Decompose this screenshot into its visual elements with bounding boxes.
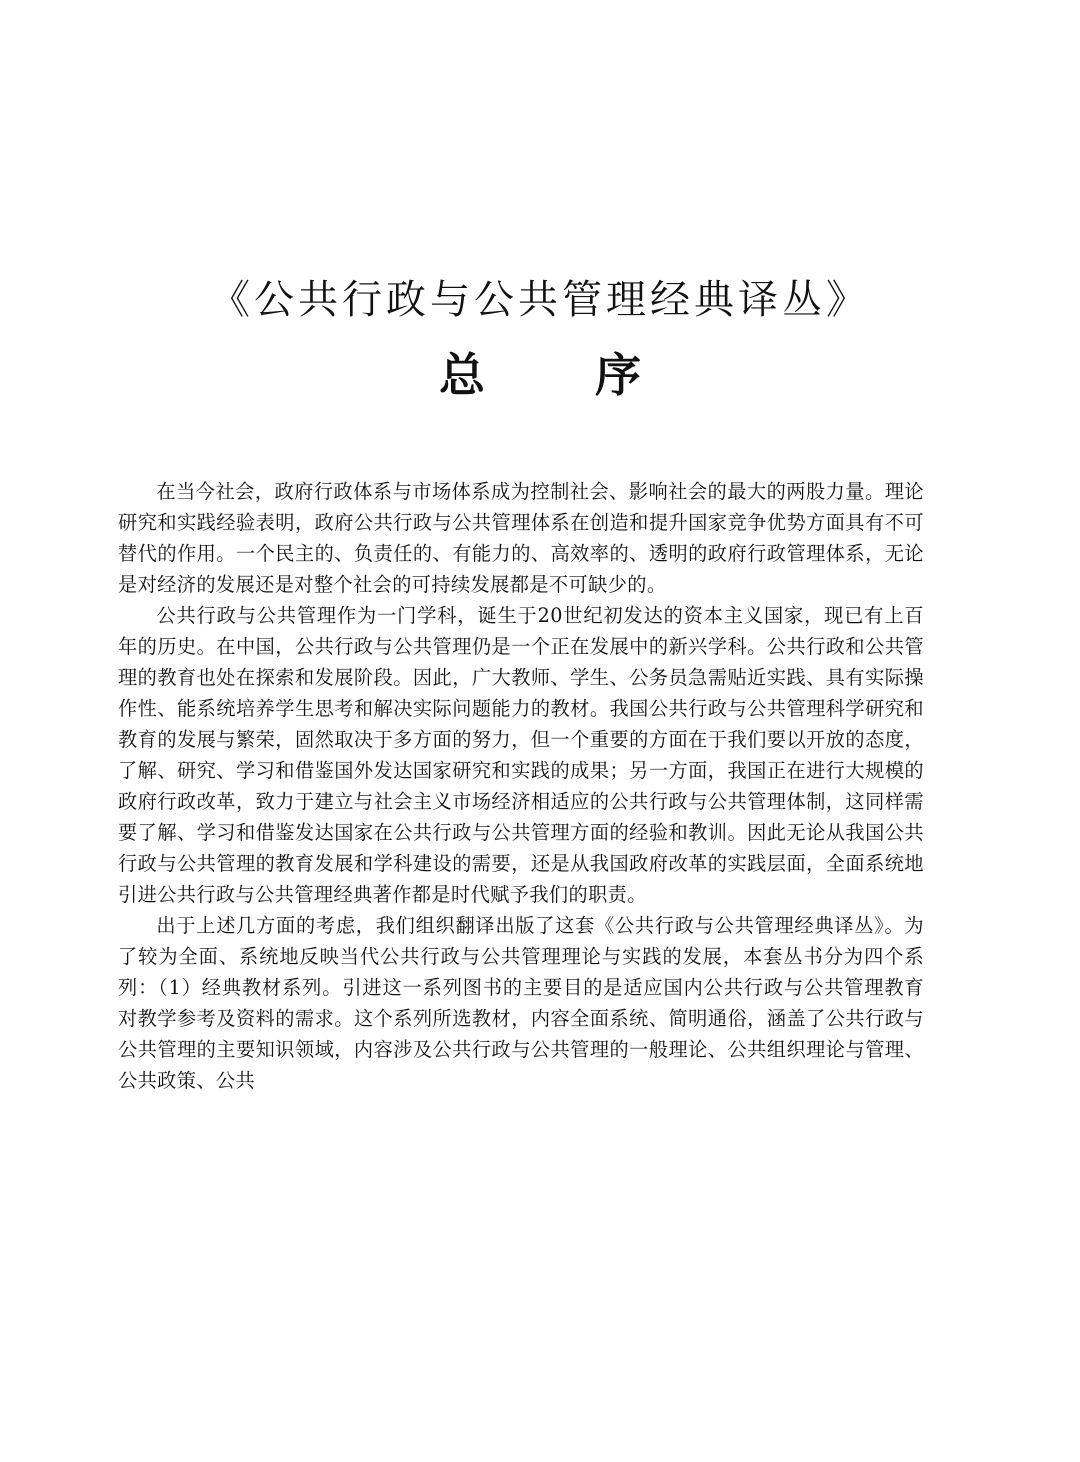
series-title: 《公共行政与公共管理经典译丛》 bbox=[210, 277, 870, 323]
preface-body bbox=[118, 476, 924, 1096]
paragraph-3: 出于上述几方面的考虑，我们组织翻译出版了这套《公共行政与公共管理经典译丛》。为了较为全面、系统地反映当代公共行政与公共管理理论与实践的发展，本套丛书分为四个系列：（1）经典教材系列。引进这一系列图书的主要目的是适应国内公共行政与公共管理教育对教学参考及资料的需求。这个系列所选教材，内容全面系统、简明通俗，涵盖了公共行政与公共管理的主要知识领域，内容涉及公共行政与公共管理的一般理论、公共组织理论与管理、公共政策、公共 bbox=[118, 914, 924, 1092]
preface-heading-char-2: 序 bbox=[595, 348, 641, 402]
preface-heading-char-1: 总 bbox=[439, 348, 485, 402]
paragraph-2: 公共行政与公共管理作为一门学科，诞生于20世纪初发达的资本主义国家，现已有上百年的历史。在中国，公共行政与公共管理仍是一个正在发展中的新兴学科。公共行政和公共管理的教育也处在探索和发展阶段。因此，广大教师、学生、公务员急需贴近实践、具有实际操作性、能系统培养学生思考和解决实际问题能力的教材。我国公共行政与公共管理科学研究和教育的发展与繁荣，固然取决于多方面的努力，但一个重要的方面在于我们要以开放的态度，了解、研究、学习和借鉴国外发达国家研究和实践的成果；另一方面，我国正在进行大规模的政府行政改革，致力于建立与社会主义市场经济相适应的公共行政与公共管理体制，这同样需要了解、学习和借鉴发达国家在公共行政与公共管理方面的经验和教训。因此无论从我国公共行政与公共管理的教育发展和学科建设的需要，还是从我国政府改革的实践层面，全面系统地引进公共行政与公共管理经典著作都是时代赋予我们的职责。 bbox=[118, 604, 924, 906]
paragraph-1: 在当今社会，政府行政体系与市场体系成为控制社会、影响社会的最大的两股力量。理论研究和实践经验表明，政府公共行政与公共管理体系在创造和提升国家竞争优势方面具有不可替代的作用。一个民主的、负责任的、有能力的、高效率的、透明的政府行政管理体系，无论是对经济的发展还是对整个社会的可持续发展都是不可缺少的。 bbox=[118, 480, 924, 596]
preface-heading bbox=[0, 340, 1080, 410]
